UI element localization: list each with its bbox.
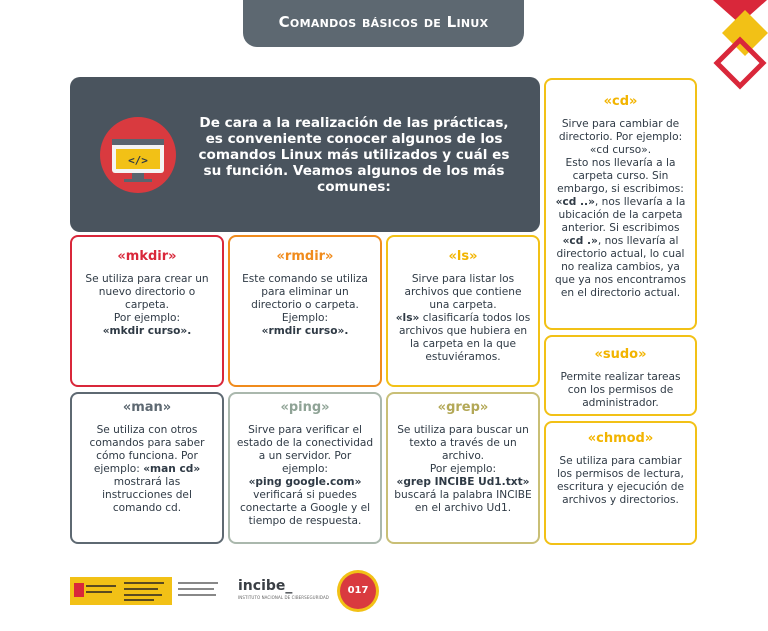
card-body: Esto nos llevaría a la carpeta curso. Sin embargo, si escribimos: bbox=[557, 157, 684, 195]
incibe-brand: incibe_ bbox=[238, 578, 293, 594]
card-ping bbox=[228, 392, 382, 544]
card-body: Sirve para listar los archivos que contiene una carpeta. bbox=[404, 273, 522, 311]
card-body: Por ejemplo: bbox=[113, 312, 181, 324]
card-body: , nos llevaría a la ubicación de la carpeta anterior. Si escribimos bbox=[558, 196, 686, 234]
card-code: «cd .» bbox=[562, 235, 598, 247]
card-title: «rmdir» bbox=[276, 249, 334, 264]
card-code: «rmdir curso». bbox=[261, 325, 349, 337]
card-grep bbox=[386, 392, 540, 544]
card-code: «grep INCIBE Ud1.txt» bbox=[396, 476, 530, 488]
card-body: , nos llevaría al directorio actual, lo cual no realiza cambios, ya que ya nos encontramos en el directorio actual. bbox=[554, 235, 687, 299]
card-title: «cd» bbox=[603, 94, 638, 109]
card-body: buscará la palabra INCIBE en el archivo Ud1. bbox=[394, 489, 532, 514]
card-code: «ls» bbox=[395, 312, 420, 324]
card-rmdir bbox=[228, 235, 382, 387]
card-body: Se utiliza para buscar un texto a través de un archivo. bbox=[397, 424, 529, 462]
card-title: «man» bbox=[122, 400, 172, 415]
card-body: Se utiliza con otros comandos para saber cómo funciona. Por ejemplo: bbox=[89, 424, 205, 475]
card-body: Se utiliza para cambiar los permisos de lectura, escritura y ejecución de archivos y directorios. bbox=[557, 455, 684, 506]
card-chmod bbox=[544, 421, 697, 545]
page-number: 017 bbox=[340, 573, 376, 609]
card-body: clasificaría todos los archivos que hubiera en la carpeta en la que estuviéramos. bbox=[398, 312, 531, 363]
card-man bbox=[70, 392, 224, 544]
card-body: Por ejemplo: bbox=[429, 463, 497, 475]
page-title: Comandos básicos de Linux bbox=[243, 0, 524, 47]
government-logo-icon bbox=[70, 577, 222, 605]
card-body: Permite realizar tareas con los permisos de administrador. bbox=[560, 371, 681, 409]
card-code: «cd ..» bbox=[555, 196, 595, 208]
card-cd bbox=[544, 78, 697, 330]
card-title: «chmod» bbox=[587, 431, 654, 446]
card-mkdir bbox=[70, 235, 224, 387]
card-ls bbox=[386, 235, 540, 387]
card-body: verificará si puedes conectarte a Google y el tiempo de respuesta. bbox=[239, 489, 371, 527]
corner-decoration-icon bbox=[705, 0, 768, 95]
card-body: Sirve para verificar el estado de la conectividad a un servidor. Por ejemplo: bbox=[236, 424, 374, 475]
card-title: «ls» bbox=[448, 249, 478, 264]
incibe-subtitle: INSTITUTO NACIONAL DE CIBERSEGURIDAD bbox=[238, 595, 329, 600]
card-sudo bbox=[544, 335, 697, 416]
card-title: «grep» bbox=[437, 400, 489, 415]
intro-panel bbox=[70, 77, 540, 232]
card-code: «mkdir curso». bbox=[102, 325, 192, 337]
intro-text: De cara a la realización de las prácticas, es conveniente conocer algunos de los comandos Linux más utilizados y cuál es su función. Veamos algunos de los más comunes: bbox=[198, 115, 510, 195]
card-title: «ping» bbox=[280, 400, 330, 415]
card-code: «ping google.com» bbox=[248, 476, 362, 488]
card-body: mostrará las instrucciones del comando cd. bbox=[102, 476, 192, 514]
incibe-logo bbox=[238, 578, 329, 600]
svg-text:</>: </> bbox=[128, 154, 148, 167]
computer-code-icon bbox=[100, 117, 176, 193]
card-body: Este comando se utiliza para eliminar un directorio o carpeta. Ejemplo: bbox=[242, 273, 368, 324]
card-body: Sirve para cambiar de directorio. Por ejemplo: «cd curso». bbox=[558, 118, 683, 156]
card-title: «mkdir» bbox=[117, 249, 177, 264]
card-body: Se utiliza para crear un nuevo directorio o carpeta. bbox=[85, 273, 209, 311]
card-code: «man cd» bbox=[143, 463, 201, 475]
card-title: «sudo» bbox=[594, 347, 647, 362]
